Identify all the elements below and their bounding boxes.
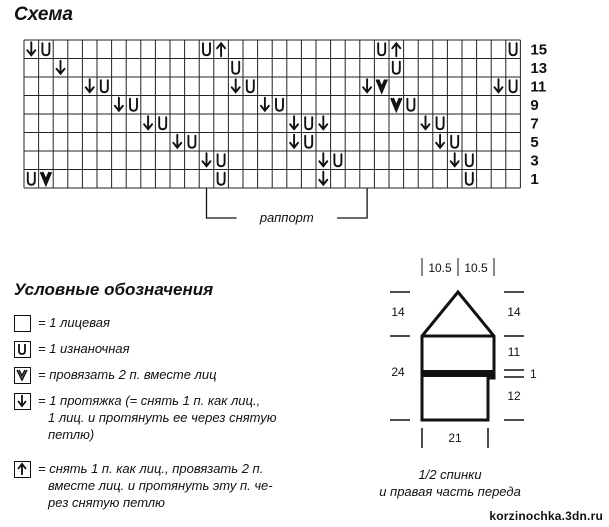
rapport-bracket-left xyxy=(207,188,237,218)
dim-right-upper: 14 xyxy=(507,305,521,319)
pull-stitch-icon xyxy=(14,393,31,410)
row-number: 9 xyxy=(530,96,539,114)
purl-stitch-icon xyxy=(305,117,312,129)
dim-top-right: 10.5 xyxy=(464,261,488,275)
legend-text-purl: = 1 изнаночная xyxy=(38,341,130,356)
rapport-bracket-right xyxy=(337,188,367,218)
pull-stitch-icon xyxy=(319,172,327,185)
row-number: 11 xyxy=(530,78,547,96)
purl-stitch-icon xyxy=(159,117,166,129)
sk2p-stitch-icon xyxy=(217,43,225,56)
garment-outline xyxy=(422,292,494,420)
row-number: 15 xyxy=(530,41,548,59)
sk2p-stitch-icon xyxy=(392,43,400,56)
row-number: 7 xyxy=(530,115,539,133)
dim-left-main: 24 xyxy=(391,365,405,379)
legend-text-pull-line2: 1 лиц. и протянуть ее через снятую xyxy=(48,410,277,425)
purl-stitch-icon xyxy=(305,136,312,148)
purl-stitch-icon xyxy=(218,173,225,185)
pull-stitch-icon xyxy=(319,153,327,166)
dim-bottom: 21 xyxy=(448,431,462,445)
purl-stitch-icon xyxy=(451,136,458,148)
dim-left-upper: 14 xyxy=(391,305,405,319)
garment-band xyxy=(422,370,494,377)
legend-text-sk2p-line2: вместе лиц. и протянуть эту п. че- xyxy=(48,478,273,493)
pull-stitch-icon xyxy=(436,135,444,148)
k2tog-stitch-icon xyxy=(14,367,31,384)
legend-text-pull-line3: петлю) xyxy=(48,427,95,442)
legend-text-k2tog: = провязать 2 п. вместе лиц xyxy=(38,367,217,382)
purl-stitch-icon xyxy=(188,136,195,148)
purl-stitch-icon xyxy=(437,117,444,129)
legend-text-sk2p-line3: рез снятую петлю xyxy=(48,495,165,510)
pull-stitch-icon xyxy=(290,135,298,148)
row-number: 1 xyxy=(530,170,539,188)
purl-stitch-icon xyxy=(28,173,35,185)
pull-stitch-icon xyxy=(261,98,269,111)
purl-stitch-icon xyxy=(130,99,137,111)
purl-stitch-icon xyxy=(466,154,473,166)
legend-text-knit: = 1 лицевая xyxy=(38,315,110,330)
purl-stitch-icon xyxy=(247,80,254,92)
purl-stitch-icon xyxy=(14,341,31,358)
purl-stitch-icon xyxy=(407,99,414,111)
knit-stitch-icon xyxy=(14,315,31,332)
pull-stitch-icon xyxy=(115,98,123,111)
purl-stitch-icon xyxy=(276,99,283,111)
purl-stitch-icon xyxy=(510,80,517,92)
k2tog-stitch-icon xyxy=(391,99,401,111)
rapport-label: раппорт xyxy=(259,210,314,225)
caption-line-1: 1/2 спинки xyxy=(418,467,482,482)
pull-stitch-icon xyxy=(232,79,240,92)
pull-stitch-icon xyxy=(173,135,181,148)
purl-stitch-icon xyxy=(378,43,385,55)
schematic-caption xyxy=(360,466,540,500)
row-number: 13 xyxy=(530,59,548,77)
chart-title: Схема xyxy=(14,4,74,25)
pull-stitch-icon xyxy=(86,79,94,92)
dim-right-lower: 12 xyxy=(507,389,521,403)
pull-stitch-icon xyxy=(363,79,371,92)
legend-text-sk2p-line1: = снять 1 п. как лиц., провязать 2 п. xyxy=(38,461,264,476)
dim-right-mid: 11 xyxy=(507,345,521,359)
pull-stitch-icon xyxy=(144,116,152,129)
purl-stitch-icon xyxy=(101,80,108,92)
watermark: korzinochka.3dn.ru xyxy=(489,509,603,523)
sk2p-stitch-icon xyxy=(14,461,31,478)
purl-stitch-icon xyxy=(393,62,400,74)
purl-stitch-icon xyxy=(203,43,210,55)
pull-stitch-icon xyxy=(57,61,65,74)
pull-stitch-icon xyxy=(290,116,298,129)
purl-stitch-icon xyxy=(334,154,341,166)
row-number: 3 xyxy=(530,152,539,170)
dim-right-band: 1 xyxy=(530,367,537,381)
legend-title: Условные обозначения xyxy=(14,280,214,299)
k2tog-stitch-icon xyxy=(377,80,387,92)
row-number: 5 xyxy=(530,133,539,151)
pull-stitch-icon xyxy=(27,42,35,55)
pull-stitch-icon xyxy=(319,116,327,129)
pull-stitch-icon xyxy=(495,79,503,92)
legend-text-pull xyxy=(38,392,328,443)
garment-schematic xyxy=(360,250,560,460)
caption-line-2: и правая часть переда xyxy=(379,484,521,499)
dim-top-left: 10.5 xyxy=(428,261,452,275)
k2tog-stitch-icon xyxy=(41,173,51,185)
knitting-chart xyxy=(0,0,609,240)
purl-stitch-icon xyxy=(510,43,517,55)
legend-text-pull-line1: = 1 протяжка (= снять 1 п. как лиц., xyxy=(38,393,261,408)
pull-stitch-icon xyxy=(451,153,459,166)
pull-stitch-icon xyxy=(422,116,430,129)
purl-stitch-icon xyxy=(232,62,239,74)
pull-stitch-icon xyxy=(203,153,211,166)
legend-text-sk2p xyxy=(38,460,328,511)
purl-stitch-icon xyxy=(42,43,49,55)
purl-stitch-icon xyxy=(218,154,225,166)
purl-stitch-icon xyxy=(466,173,473,185)
